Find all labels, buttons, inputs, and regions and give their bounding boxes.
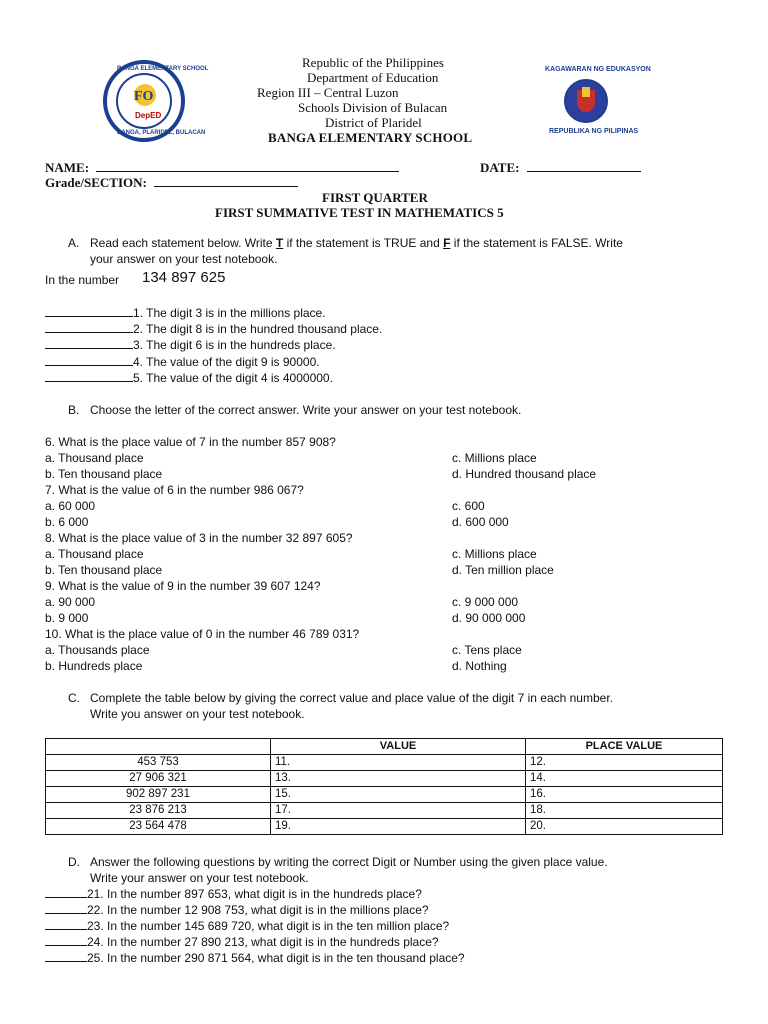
seal-inner	[564, 79, 608, 123]
torch-icon	[582, 87, 590, 97]
choice-d[interactable]: d. Hundred thousand place	[452, 467, 597, 481]
header-line: Schools Division of Bulacan	[298, 100, 448, 115]
choice-a[interactable]: a. 90 000	[45, 595, 96, 609]
quarter-title: FIRST QUARTER	[322, 190, 428, 205]
question-text: 22. In the number 12 908 753, what digit is in the millions place?	[87, 903, 429, 917]
question-text: 9. What is the value of 9 in the number 39 607 124?	[45, 579, 321, 593]
part-c-instruction-line2: Write you answer on your test notebook.	[90, 707, 305, 721]
false-letter: F	[443, 236, 451, 250]
table-cell-place-value[interactable]: 14.	[526, 771, 723, 787]
choice-b[interactable]: b. 6 000	[45, 515, 89, 529]
given-number: 134 897 625	[142, 269, 226, 286]
part-d-letter: D.	[68, 855, 80, 869]
part-a-letter: A.	[68, 236, 80, 250]
grade-section-label: Grade/SECTION:	[45, 175, 147, 190]
header-line: Republic of the Philippines	[302, 55, 444, 70]
part-c-letter: C.	[68, 691, 80, 705]
question-text: 25. In the number 290 871 564, what digit is in the ten thousand place?	[87, 951, 465, 965]
name-blank[interactable]	[96, 161, 399, 172]
choice-a[interactable]: a. Thousands place	[45, 643, 150, 657]
part-d-instruction: Answer the following questions by writing the correct Digit or Number using the given place value.	[90, 855, 608, 869]
choice-c[interactable]: c. Tens place	[452, 643, 522, 657]
table-cell-place-value[interactable]: 12.	[526, 755, 723, 771]
choice-d[interactable]: d. Ten million place	[452, 563, 554, 577]
statement-text: 5. The value of the digit 4 is 4000000.	[133, 371, 333, 385]
date-blank[interactable]	[527, 161, 641, 172]
header-line: Region III – Central Luzon	[257, 85, 399, 100]
choice-c[interactable]: c. 600	[452, 499, 485, 513]
list-item[interactable]	[45, 887, 422, 901]
school-logo	[103, 60, 209, 142]
answer-blank[interactable]	[45, 951, 87, 962]
deped-seal	[543, 58, 651, 144]
choice-d[interactable]: d. 600 000	[452, 515, 509, 529]
part-b-letter: B.	[68, 403, 80, 417]
table-row	[46, 771, 723, 787]
table-cell-place-value[interactable]: 16.	[526, 787, 723, 803]
grade-section-blank[interactable]	[154, 176, 298, 187]
table-cell-number: 27 906 321	[46, 771, 271, 787]
statement-text: 1. The digit 3 is in the millions place.	[133, 306, 326, 320]
table-cell-number: 23 876 213	[46, 803, 271, 819]
part-a-instruction	[90, 236, 623, 250]
list-item[interactable]	[45, 371, 333, 385]
name-field[interactable]	[45, 160, 399, 176]
choice-a[interactable]: a. 60 000	[45, 499, 96, 513]
list-item[interactable]	[45, 903, 429, 917]
table-row	[46, 819, 723, 835]
question-text: 6. What is the place value of 7 in the number 857 908?	[45, 435, 336, 449]
part-b-instruction: Choose the letter of the correct answer. Write your answer on your test notebook.	[90, 403, 522, 417]
header-line: Department of Education	[307, 70, 439, 85]
part-d-instruction-line2: Write your answer on your test notebook.	[90, 871, 309, 885]
true-letter: T	[275, 236, 284, 250]
statement-text: 3. The digit 6 is in the hundreds place.	[133, 338, 336, 352]
table-header-row	[46, 739, 723, 755]
table-row	[46, 787, 723, 803]
school-name: BANGA ELEMENTARY SCHOOL	[268, 130, 473, 145]
table-header-value: VALUE	[271, 739, 526, 755]
list-item[interactable]	[45, 306, 326, 320]
choice-b[interactable]: b. 9 000	[45, 611, 89, 625]
table-cell-number: 23 564 478	[46, 819, 271, 835]
list-item[interactable]	[45, 355, 320, 369]
table-header-place-value: PLACE VALUE	[526, 739, 723, 755]
choice-d[interactable]: d. Nothing	[452, 659, 507, 673]
answer-blank[interactable]	[45, 935, 87, 946]
choice-a[interactable]: a. Thousand place	[45, 547, 144, 561]
answer-blank[interactable]	[45, 306, 133, 317]
table-row	[46, 803, 723, 819]
table-cell-number: 902 897 231	[46, 787, 271, 803]
choice-c[interactable]: c. Millions place	[452, 547, 537, 561]
place-value-table	[45, 738, 723, 835]
answer-blank[interactable]	[45, 371, 133, 382]
answer-blank[interactable]	[45, 903, 87, 914]
choice-a[interactable]: a. Thousand place	[45, 451, 144, 465]
list-item[interactable]	[45, 951, 465, 965]
list-item[interactable]	[45, 935, 439, 949]
header-line: District of Plaridel	[325, 115, 422, 130]
part-a-pre: Read each statement below. Write	[90, 236, 276, 250]
answer-blank[interactable]	[45, 338, 133, 349]
date-label: DATE:	[480, 160, 520, 175]
part-a-instruction-line2: your answer on your test notebook.	[90, 252, 278, 266]
list-item[interactable]	[45, 919, 449, 933]
statement-text: 4. The value of the digit 9 is 90000.	[133, 355, 320, 369]
number-label: In the number	[45, 273, 120, 287]
question-text: 10. What is the place value of 0 in the number 46 789 031?	[45, 627, 360, 641]
answer-blank[interactable]	[45, 322, 133, 333]
logo-mark: FO	[134, 89, 154, 104]
table-cell-value[interactable]: 15.	[271, 787, 526, 803]
part-a-mid: if the statement is TRUE and	[283, 236, 444, 250]
list-item[interactable]	[45, 338, 336, 352]
deped-badge: DepED	[135, 111, 162, 120]
answer-blank[interactable]	[45, 919, 87, 930]
school-logo-inner	[116, 73, 172, 129]
choice-c[interactable]: c. 9 000 000	[452, 595, 519, 609]
table-row	[46, 755, 723, 771]
table-cell-value[interactable]: 11.	[271, 755, 526, 771]
choice-b[interactable]: b. Hundreds place	[45, 659, 143, 673]
table-cell-value[interactable]: 17.	[271, 803, 526, 819]
part-c-instruction: Complete the table below by giving the correct value and place value of the digit 7 in each number.	[90, 691, 613, 705]
question-text: 24. In the number 27 890 213, what digit is in the hundreds place?	[87, 935, 439, 949]
choice-b[interactable]: b. Ten thousand place	[45, 467, 163, 481]
table-header-number	[46, 739, 271, 755]
grade-section-field[interactable]	[45, 175, 298, 191]
question-text: 7. What is the value of 6 in the number 986 067?	[45, 483, 304, 497]
logo-ring-top-text: BANGA ELEMENTARY SCHOOL	[117, 66, 209, 72]
question-text: 23. In the number 145 689 720, what digit is in the ten million place?	[87, 919, 450, 933]
date-field[interactable]	[480, 160, 641, 176]
table-cell-place-value[interactable]: 18.	[526, 803, 723, 819]
answer-blank[interactable]	[45, 355, 133, 366]
name-label: NAME:	[45, 160, 90, 175]
statement-text: 2. The digit 8 is in the hundred thousand place.	[133, 322, 383, 336]
choice-d[interactable]: d. 90 000 000	[452, 611, 526, 625]
choice-b[interactable]: b. Ten thousand place	[45, 563, 163, 577]
list-item[interactable]	[45, 322, 382, 336]
seal-ring-bottom-text: REPUBLIKA NG PILIPINAS	[549, 128, 639, 135]
test-title: FIRST SUMMATIVE TEST IN MATHEMATICS 5	[215, 205, 504, 220]
question-text: 21. In the number 897 653, what digit is in the hundreds place?	[87, 887, 422, 901]
table-cell-value[interactable]: 13.	[271, 771, 526, 787]
seal-ring-top-text: KAGAWARAN NG EDUKASYON	[545, 66, 651, 73]
answer-blank[interactable]	[45, 887, 87, 898]
table-cell-number: 453 753	[46, 755, 271, 771]
part-a-post: if the statement is FALSE. Write	[450, 236, 623, 250]
logo-ring-bottom-text: BANGA, PLARIDEL, BULACAN	[117, 130, 206, 136]
table-cell-place-value[interactable]: 20.	[526, 819, 723, 835]
question-text: 8. What is the place value of 3 in the number 32 897 605?	[45, 531, 353, 545]
table-cell-value[interactable]: 19.	[271, 819, 526, 835]
choice-c[interactable]: c. Millions place	[452, 451, 537, 465]
